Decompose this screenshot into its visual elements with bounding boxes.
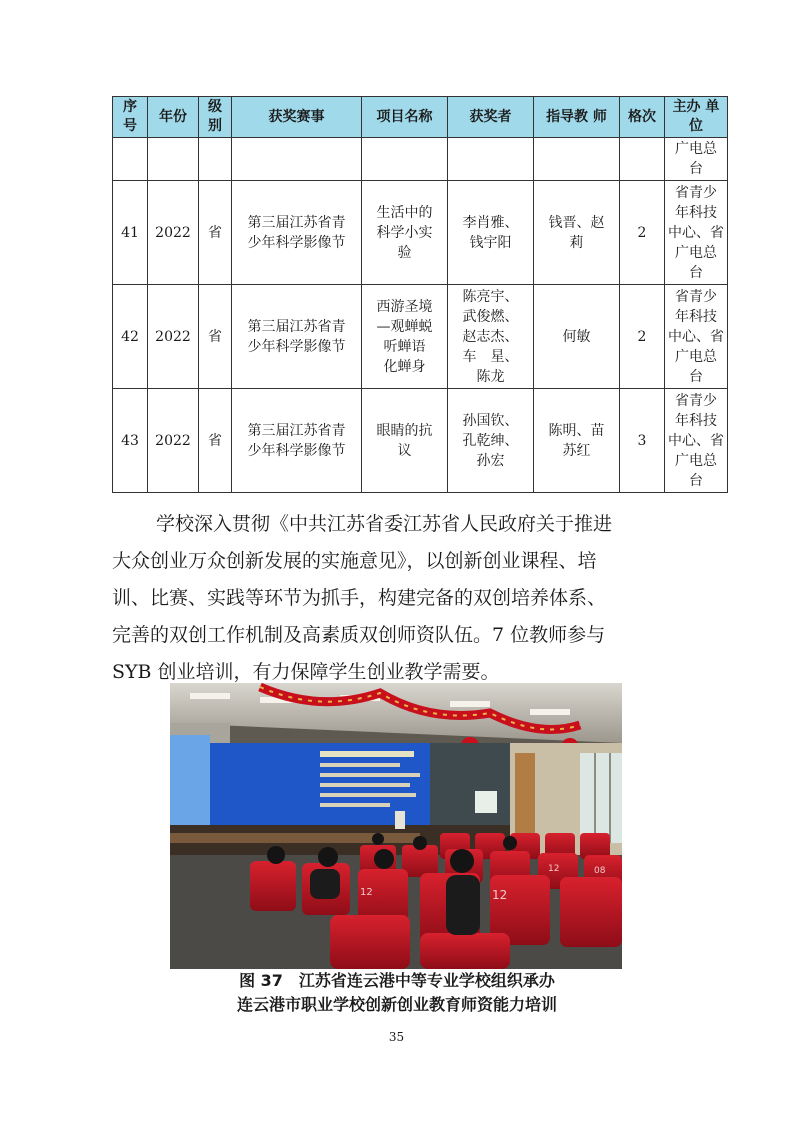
table-cell: 第三届江苏省青 少年科学影像节	[232, 389, 362, 493]
paragraph-line: 训、比赛、实践等环节为抓手，构建完备的双创培养体系、	[112, 587, 607, 609]
table-row	[113, 285, 728, 389]
seat-number: 12	[360, 887, 373, 898]
table-cell: 眼睛的抗 议	[362, 389, 448, 493]
header-cell: 级 别	[199, 97, 232, 138]
header-cell: 获奖赛事	[232, 97, 362, 138]
header-cell: 格次	[620, 97, 665, 138]
figure-caption-line: 图 37 江苏省连云港中等专业学校组织承办	[239, 971, 555, 990]
table-header-row	[113, 97, 728, 138]
table-cell: 陈亮宇、 武俊燃、 赵志杰、 车 星、 陈龙	[448, 285, 534, 389]
seat-number: 12	[548, 864, 560, 874]
header-cell: 主办 单位	[665, 97, 728, 138]
table-cell	[113, 138, 148, 181]
body-paragraph	[112, 506, 732, 691]
paragraph-line: 学校深入贯彻《中共江苏省委江苏省人民政府关于推进	[156, 513, 613, 535]
table-cell: 省	[199, 181, 232, 285]
table-cell	[232, 138, 362, 181]
training-photo	[170, 683, 622, 969]
table-cell: 2022	[148, 285, 199, 389]
seat-number: 12	[492, 888, 508, 902]
table-cell	[148, 138, 199, 181]
table-cell: 第三届江苏省青 少年科学影像节	[232, 181, 362, 285]
table-cell: 省青少 年科技 中心、省 广电总 台	[665, 285, 728, 389]
header-cell: 项目名称	[362, 97, 448, 138]
table-cell: 陈明、苗 苏红	[534, 389, 620, 493]
table-cell: 省	[199, 389, 232, 493]
page-number: 35	[388, 1030, 405, 1044]
table-cell	[362, 138, 448, 181]
table-cell: 第三届江苏省青 少年科学影像节	[232, 285, 362, 389]
table-cell: 省青少 年科技 中心、省 广电总 台	[665, 389, 728, 493]
table-cell: 3	[620, 389, 665, 493]
table-cell: 省青少 年科技 中心、省 广电总 台	[665, 181, 728, 285]
table-cell: 2022	[148, 181, 199, 285]
paragraph-line: 大众创业万众创新发展的实施意见》，以创新创业课程、培	[112, 550, 597, 572]
table-cell: 省	[199, 285, 232, 389]
header-cell: 指导教 师	[534, 97, 620, 138]
table-cell: 43	[113, 389, 148, 493]
seat-number: 08	[594, 866, 606, 876]
table-cell: 何敏	[534, 285, 620, 389]
table-row	[113, 389, 728, 493]
table-cell	[534, 138, 620, 181]
table-row	[113, 181, 728, 285]
table-cell: 李肖雅、 钱宇阳	[448, 181, 534, 285]
table-cell: 西游圣境 —观蝉蜕 听蝉语 化蝉身	[362, 285, 448, 389]
table-cell: 2	[620, 181, 665, 285]
header-cell: 年份	[148, 97, 199, 138]
table-cell: 41	[113, 181, 148, 285]
header-cell: 序 号	[113, 97, 148, 138]
table-cell: 广电总 台	[665, 138, 728, 181]
table-cell	[448, 138, 534, 181]
table-cell: 钱晋、赵 莉	[534, 181, 620, 285]
table-cell: 2022	[148, 389, 199, 493]
award-table	[112, 96, 728, 493]
table-cell	[199, 138, 232, 181]
figure-caption-line: 连云港市职业学校创新创业教育师资能力培训	[236, 995, 557, 1014]
header-cell: 获奖者	[448, 97, 534, 138]
table-cell: 孙国钦、 孔乾绅、 孙宏	[448, 389, 534, 493]
table-cell: 42	[113, 285, 148, 389]
table-cell: 生活中的 科学小实 验	[362, 181, 448, 285]
table-cell: 2	[620, 285, 665, 389]
training-photo-illustration	[170, 683, 622, 969]
table-row	[113, 138, 728, 181]
paragraph-line: 完善的双创工作机制及高素质双创师资队伍。7 位教师参与	[112, 624, 606, 646]
table-cell	[620, 138, 665, 181]
paragraph-line: SYB 创业培训，有力保障学生创业教学需要。	[112, 661, 500, 683]
